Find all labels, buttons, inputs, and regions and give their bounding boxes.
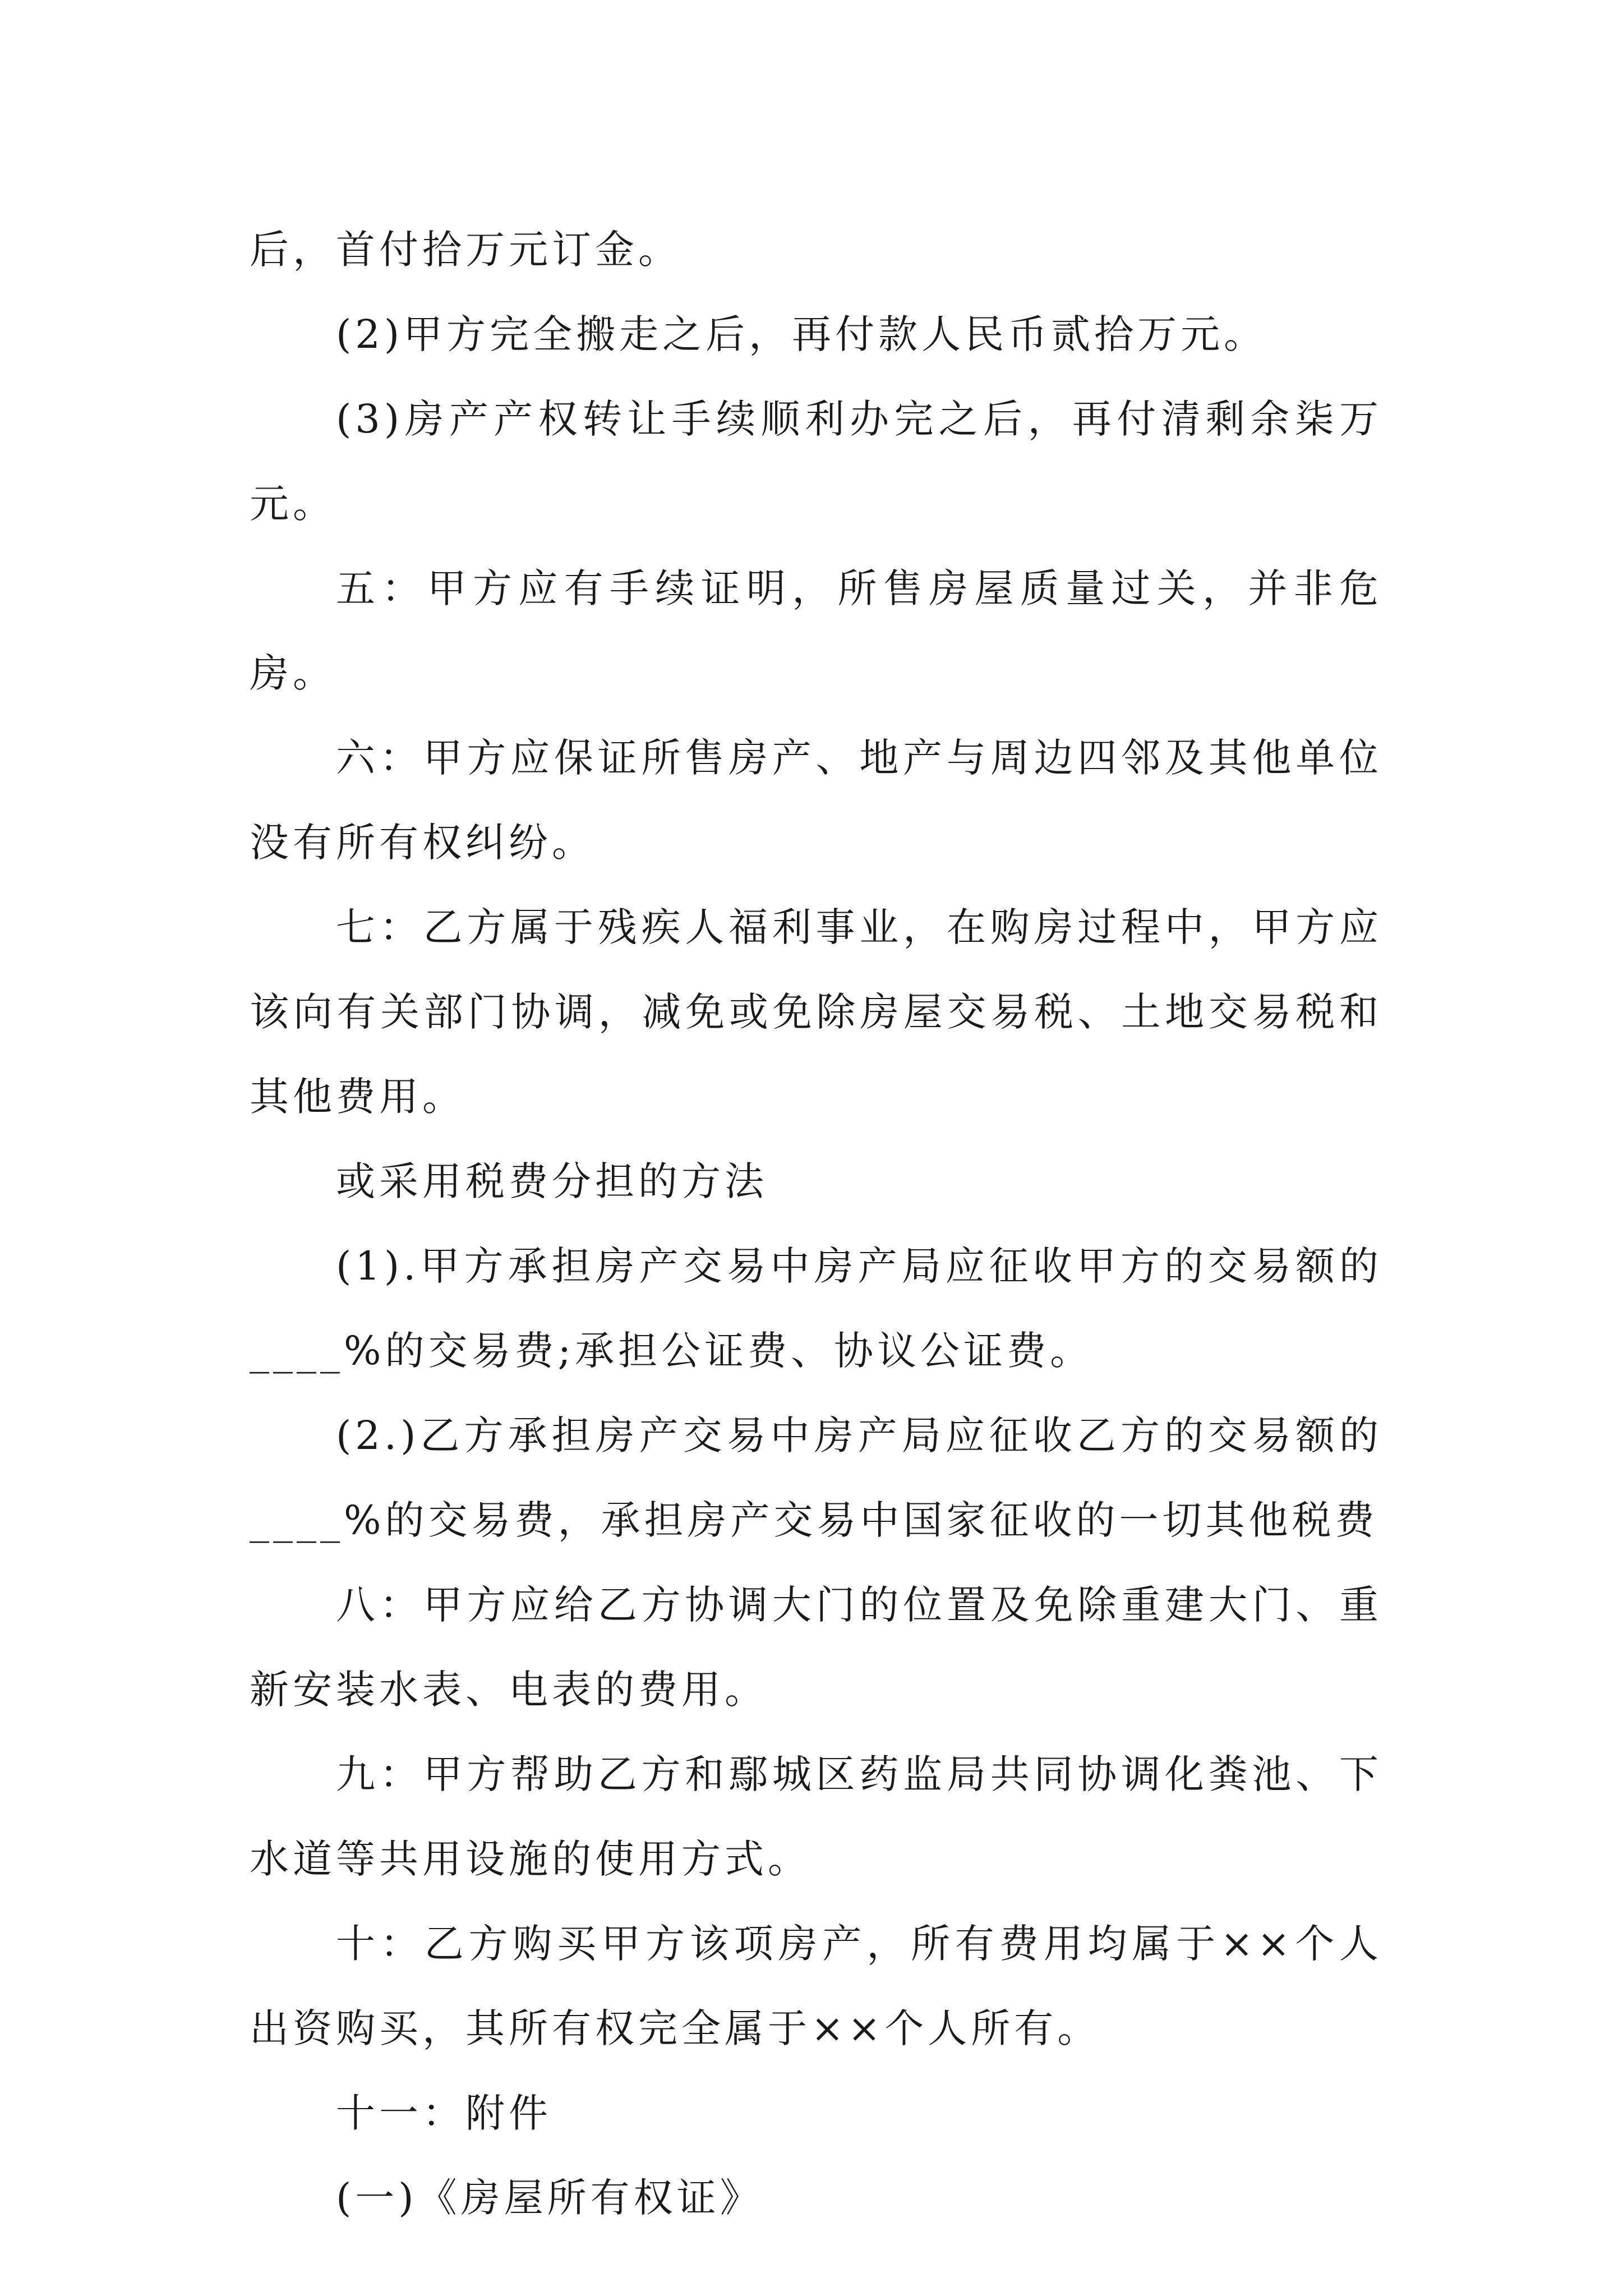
- paragraph-tax-party-b: (2.)乙方承担房产交易中房产局应征收乙方的交易额的____%的交易费，承担房产交易中国家征收的一切其他税费: [250, 1412, 1382, 1543]
- paragraph-tax-party-a: (1).甲方承担房产交易中房产局应征收甲方的交易额的____%的交易费;承担公证费、协议公证费。: [250, 1243, 1382, 1374]
- paragraph-clause-7: 七：乙方属于残疾人福利事业，在购房过程中，甲方应该向有关部门协调，减免或免除房屋交易税、土地交易税和其他费用。: [250, 904, 1382, 1120]
- paragraph-clause-8: 八：甲方应给乙方协调大门的位置及免除重建大门、重新安装水表、电表的费用。: [250, 1582, 1382, 1713]
- paragraph-clause-11: 十一：附件: [336, 2090, 552, 2136]
- paragraph-clause-6: 六：甲方应保证所售房产、地产与周边四邻及其他单位没有所有权纠纷。: [250, 735, 1382, 866]
- paragraph-tax-sharing: 或采用税费分担的方法: [336, 1158, 768, 1204]
- document-body: [250, 208, 1382, 2240]
- paragraph-clause-9: 九：甲方帮助乙方和鄢城区药监局共同协调化粪池、下水道等共用设施的使用方式。: [250, 1751, 1382, 1882]
- paragraph-clause-5: 五：甲方应有手续证明，所售房屋质量过关，并非危房。: [250, 565, 1382, 696]
- paragraph-clause-10: 十：乙方购买甲方该项房产，所有费用均属于××个人出资购买，其所有权完全属于××个人所有。: [250, 1921, 1382, 2051]
- paragraph-first-payment: 后，首付拾万元订金。: [250, 227, 681, 273]
- paragraph-payment-3: (3)房产产权转让手续顺利办完之后，再付清剩余柒万元。: [250, 396, 1382, 527]
- paragraph-payment-2: (2)甲方完全搬走之后，再付款人民币贰拾万元。: [336, 311, 1267, 357]
- paragraph-attachment-1: (一)《房屋所有权证》: [336, 2175, 763, 2221]
